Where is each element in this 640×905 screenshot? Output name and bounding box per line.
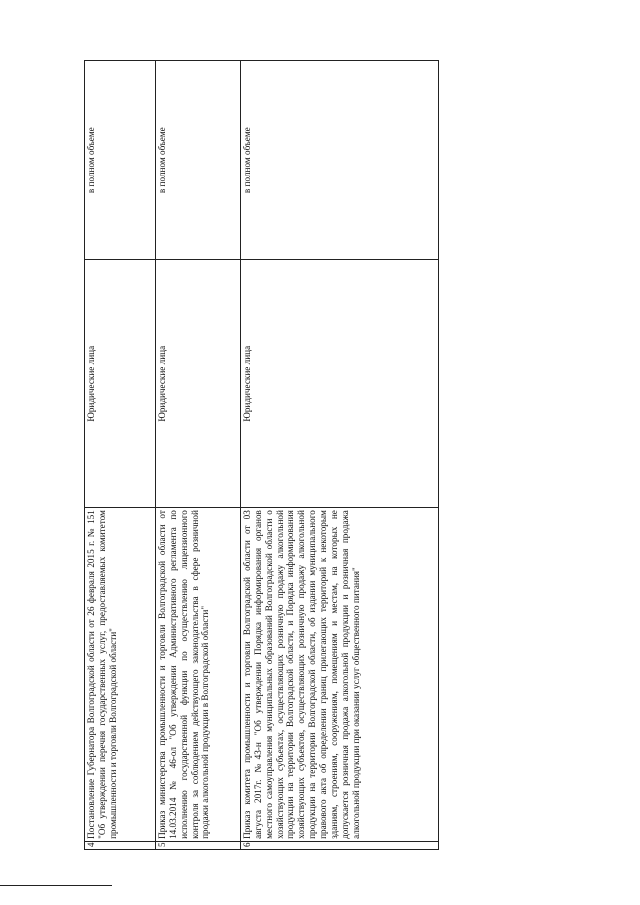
table-row — [85, 61, 156, 850]
document-title: Постановление Губернатора Волгоградской области от 26 февраля 2015 г. № 151 "Об утверждении перечня государственных услуг, предоставляемых комитетом промышленности и торговли Волгоградской области" — [85, 508, 156, 842]
subjects-cell: Юридические лица — [241, 260, 439, 508]
subjects-cell: Юридические лица — [156, 260, 241, 508]
scope-cell: в полном объеме — [156, 61, 241, 260]
footnote-separator — [0, 885, 112, 886]
table-row — [241, 61, 439, 850]
table-row — [156, 61, 241, 850]
legal-acts-table — [84, 60, 439, 850]
row-number: 5 — [156, 841, 241, 849]
subjects-cell: Юридические лица — [85, 260, 156, 508]
rotated-table-container — [84, 60, 429, 850]
row-number: 4 — [85, 841, 156, 849]
document-title: Приказ комитета промышленности и торговли Волгоградской области от 03 августа 2017г. №43-н "Об утверждении Порядка информирования органов местного самоуправления муниципальных образований Волгоградской области о хозяйствующих субъектах, осуществляющих розничную продажу алкогольной продукции на территории Волгоградской области, и Порядка информирования хозяйствующих субъектов, осуществляющих розничную продажу алкогольной продукции на территории Волгоградской области, об издании муниципального правового акта об определении границ прилегающих территорий к некоторым зданиям, строениям, сооружениям, помещениям и местам, на которых не допускается розничная продажа алкогольной продукции и розничная продажа алкогольной продукции при оказании услуг общественного питания" — [241, 508, 439, 842]
row-number: 6 — [241, 841, 439, 849]
scope-cell: в полном объеме — [241, 61, 439, 260]
document-title: Приказ министерства промышленности и торговли Волгоградской области от 14.03.2014 № 46-ол "Об утверждении Административного регламента по исполнению государственной функции по осуществлению лицензионного контроля за соблюдением действующего законодательства в сфере розничной продажи алкогольной продукции в Волгоградской области" — [156, 508, 241, 842]
scope-cell: в полном объеме — [85, 61, 156, 260]
